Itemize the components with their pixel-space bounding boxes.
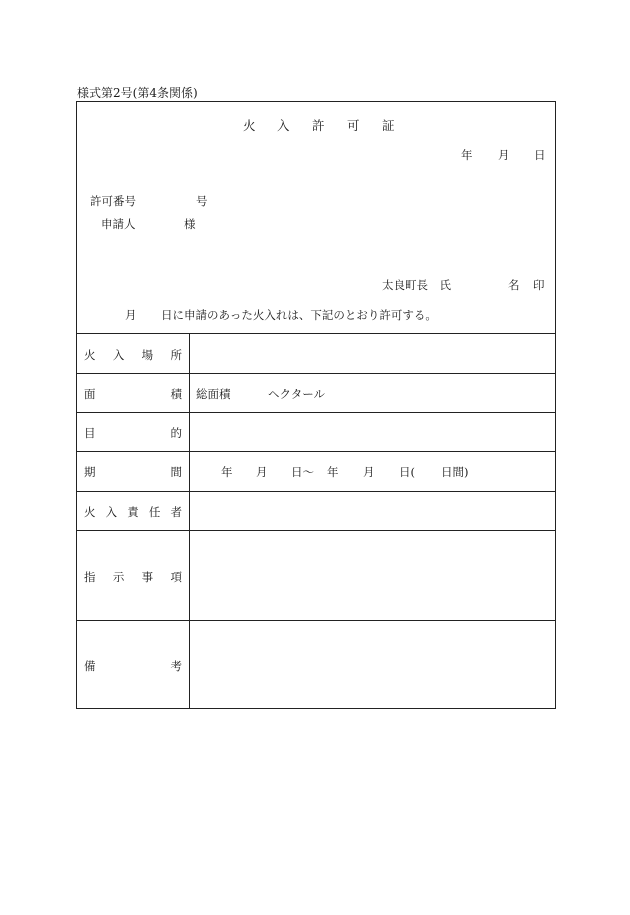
period-day-to: 日〜 (291, 465, 314, 479)
label-char: 目 (84, 426, 96, 440)
permit-statement (125, 307, 437, 323)
label-char: 面 (84, 387, 96, 401)
date-year: 年 (461, 148, 473, 162)
label-char: 所 (170, 348, 182, 362)
label-char: 火 (84, 348, 96, 362)
label-char: 入 (112, 348, 125, 362)
title-char: 火 (243, 118, 256, 133)
label-char: 責 (127, 505, 139, 519)
label-char: 指 (84, 570, 96, 584)
period-month: 月 (256, 465, 268, 479)
label-char: 考 (170, 659, 182, 673)
row-label-responsible-person (84, 504, 182, 520)
label-char: 備 (84, 659, 96, 673)
row-label-period (84, 464, 182, 480)
title-char: 証 (382, 118, 395, 133)
label-char: 的 (170, 426, 182, 440)
row-label-fire-location (84, 347, 182, 363)
seal-name: 名 (508, 278, 520, 292)
permit-number-label: 許可番号 (90, 194, 136, 208)
permit-number-suffix: 号 (196, 194, 208, 208)
permit-number (90, 193, 208, 209)
statement-month: 月 (125, 308, 137, 322)
period-days-close: 日間) (441, 465, 469, 479)
period-month: 月 (363, 465, 375, 479)
statement-text: 日に申請のあった火入れは、下記のとおり許可する。 (161, 308, 437, 322)
label-char: 間 (170, 465, 182, 479)
row-label-purpose (84, 425, 182, 441)
issuer (382, 277, 545, 293)
applicant-label: 申請人 (101, 217, 136, 231)
date-month: 月 (498, 148, 510, 162)
label-char: 事 (141, 570, 154, 584)
form-number-label: 様式第2号(第4条関係) (77, 86, 198, 100)
issuer-label: 太良町長 氏 (382, 278, 451, 292)
label-char: 任 (148, 505, 161, 519)
period-year: 年 (221, 465, 233, 479)
label-char: 者 (170, 505, 182, 519)
label-char: 示 (112, 570, 125, 584)
period-year: 年 (327, 465, 339, 479)
label-char: 火 (84, 505, 96, 519)
period-value (189, 464, 489, 480)
area-value (196, 386, 326, 402)
row-label-area (84, 386, 182, 402)
date-day: 日 (534, 148, 546, 162)
row-label-remarks (84, 658, 182, 674)
label-char: 項 (170, 570, 182, 584)
title-char: 許 (312, 118, 325, 133)
period-day-open: 日( (399, 465, 415, 479)
label-char: 入 (105, 505, 118, 519)
label-char: 積 (170, 387, 182, 401)
applicant (101, 216, 196, 232)
row-label-instructions (84, 569, 182, 585)
hectare-unit: ヘクタール (268, 387, 326, 401)
total-area-label: 総面積 (196, 387, 231, 401)
applicant-suffix: 様 (184, 217, 196, 231)
permit-form (76, 101, 556, 709)
title-char: 入 (277, 118, 290, 133)
seal-mark: 印 (533, 278, 545, 292)
label-char: 期 (84, 465, 96, 479)
label-char: 場 (141, 348, 154, 362)
title-char: 可 (347, 118, 360, 133)
